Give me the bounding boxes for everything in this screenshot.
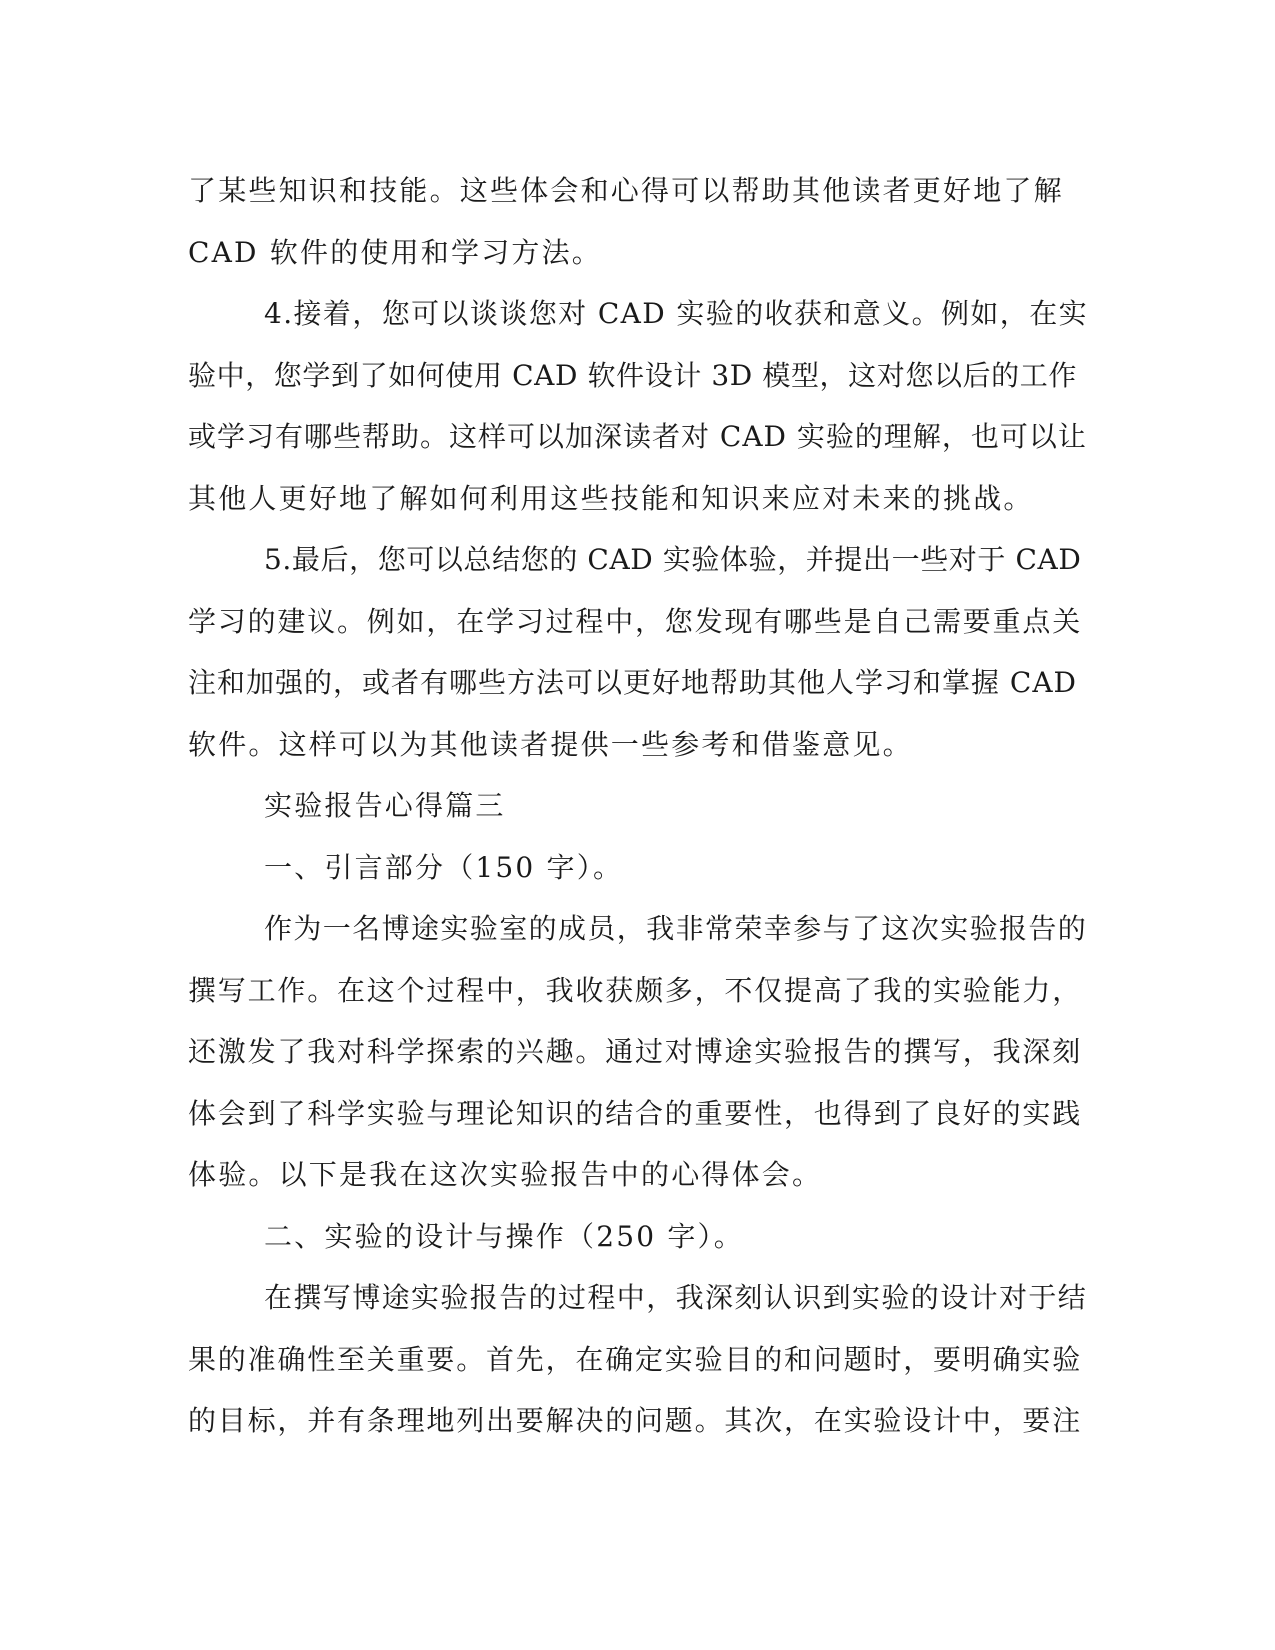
text-line: 学习的建议。例如，在学习过程中，您发现有哪些是自己需要重点关 [188, 604, 1083, 638]
text-line: CAD 软件的使用和学习方法。 [188, 235, 602, 269]
paragraph-start-line: 作为一名博途实验室的成员，我非常荣幸参与了这次实验报告的 [264, 912, 1088, 945]
subsection-heading: 一、引言部分（150 字）。 [264, 850, 624, 884]
text-line: 还激发了我对科学探索的兴趣。通过对博途实验报告的撰写，我深刻 [188, 1035, 1083, 1068]
document-body [188, 160, 1088, 1452]
paragraph-start-line: 4.接着，您可以谈谈您对 CAD 实验的收获和意义。例如，在实 [264, 297, 1089, 330]
text-line: 了某些知识和技能。这些体会和心得可以帮助其他读者更好地了解 [188, 174, 1064, 207]
section-heading: 实验报告心得篇三 [264, 789, 506, 822]
text-line: 果的准确性至关重要。首先，在确定实验目的和问题时，要明确实验 [188, 1342, 1083, 1376]
text-line: 的目标，并有条理地列出要解决的问题。其次，在实验设计中，要注 [188, 1404, 1083, 1437]
subsection-heading: 二、实验的设计与操作（250 字）。 [264, 1219, 744, 1253]
text-line: 验中，您学到了如何使用 CAD 软件设计 3D 模型，这对您以后的工作 [188, 358, 1077, 392]
text-line: 撰写工作。在这个过程中，我收获颇多，不仅提高了我的实验能力， [188, 973, 1083, 1007]
paragraph-start-line: 在撰写博途实验报告的过程中，我深刻认识到实验的设计对于结 [264, 1281, 1088, 1314]
text-line: 注和加强的，或者有哪些方法可以更好地帮助其他人学习和掌握 CAD [188, 666, 1077, 699]
text-line: 其他人更好地了解如何利用这些技能和知识来应对未来的挑战。 [188, 481, 1034, 515]
paragraph-start-line: 5.最后，您可以总结您的 CAD 实验体验，并提出一些对于 CAD [264, 543, 1082, 576]
text-line: 软件。这样可以为其他读者提供一些参考和借鉴意见。 [188, 727, 913, 761]
text-line: 体会到了科学实验与理论知识的结合的重要性，也得到了良好的实践 [188, 1096, 1083, 1130]
text-line: 或学习有哪些帮助。这样可以加深读者对 CAD 实验的理解，也可以让 [188, 420, 1087, 453]
text-line: 体验。以下是我在这次实验报告中的心得体会。 [188, 1158, 823, 1191]
